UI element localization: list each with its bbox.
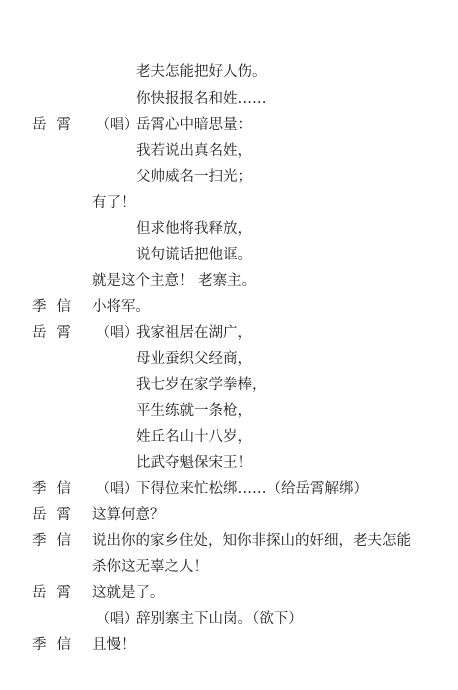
script-line (0, 502, 458, 528)
script-line (0, 580, 458, 606)
line-text: 杀你这无辜之人！ (92, 559, 208, 575)
script-line (0, 294, 458, 320)
line-text: 我若说出真名姓， (136, 143, 252, 159)
script-line (0, 59, 458, 85)
speaker-name: 岳霄 (32, 585, 81, 601)
line-text: 比武夺魁保宋王！ (136, 455, 252, 471)
script-line (0, 450, 458, 476)
line-text: 你快报报名和姓…… (136, 91, 267, 107)
line-text: 但求他将我释放， (136, 221, 252, 237)
stage-direction: （唱） (96, 481, 138, 497)
script-line (0, 268, 458, 294)
line-text: 老夫怎能把好人伤。 (136, 64, 267, 80)
speaker-name: 季信 (32, 637, 81, 653)
script-line (0, 606, 458, 632)
stage-direction: （唱） (96, 325, 138, 341)
stage-direction: （唱） (96, 611, 138, 627)
script-line (0, 242, 458, 268)
script-line (0, 216, 458, 242)
line-text: 且慢！ (92, 637, 136, 653)
speaker-name: 季信 (32, 481, 81, 497)
script-line (0, 112, 458, 138)
line-text: 这算何意？ (92, 507, 165, 523)
line-text: 我七岁在家学拳棒， (136, 377, 267, 393)
line-text: 有了！ (92, 195, 136, 211)
speaker-name: 岳霄 (32, 117, 81, 133)
speaker-name: 季信 (32, 299, 81, 315)
line-text: 就是这个主意！ 老寨主。 (92, 273, 257, 289)
script-line (0, 190, 458, 216)
stage-direction: （唱） (96, 117, 138, 133)
line-text: 父帅威名一扫光； (136, 169, 252, 185)
line-text: 说句谎话把他诓。 (136, 247, 252, 263)
line-text: 说出你的家乡住处，知你非探山的奸细，老夫怎能 (92, 533, 411, 549)
line-text: 母业蚕织父经商， (136, 351, 252, 367)
line-text: 岳霄心中暗思量： (136, 117, 252, 133)
script-line (0, 476, 458, 502)
script-line (0, 138, 458, 164)
script-line (0, 554, 458, 580)
script-line (0, 632, 458, 658)
script-line (0, 528, 458, 554)
line-text: 辞别寨主下山岗。（欲下） (136, 611, 303, 627)
line-text: 下得位来忙松绑……（给岳霄解绑） (136, 481, 368, 497)
line-text: 小将军。 (92, 299, 150, 315)
line-text: 姓丘名山十八岁， (136, 429, 252, 445)
script-line (0, 320, 458, 346)
script-line (0, 424, 458, 450)
speaker-name: 岳霄 (32, 325, 81, 341)
script-line (0, 86, 458, 112)
line-text: 这就是了。 (92, 585, 165, 601)
line-text: 我家祖居在湖广， (136, 325, 252, 341)
speaker-name: 岳霄 (32, 507, 81, 523)
script-line (0, 346, 458, 372)
script-line (0, 398, 458, 424)
speaker-name: 季信 (32, 533, 81, 549)
script-line (0, 164, 458, 190)
script-line (0, 372, 458, 398)
line-text: 平生练就一条枪， (136, 403, 252, 419)
